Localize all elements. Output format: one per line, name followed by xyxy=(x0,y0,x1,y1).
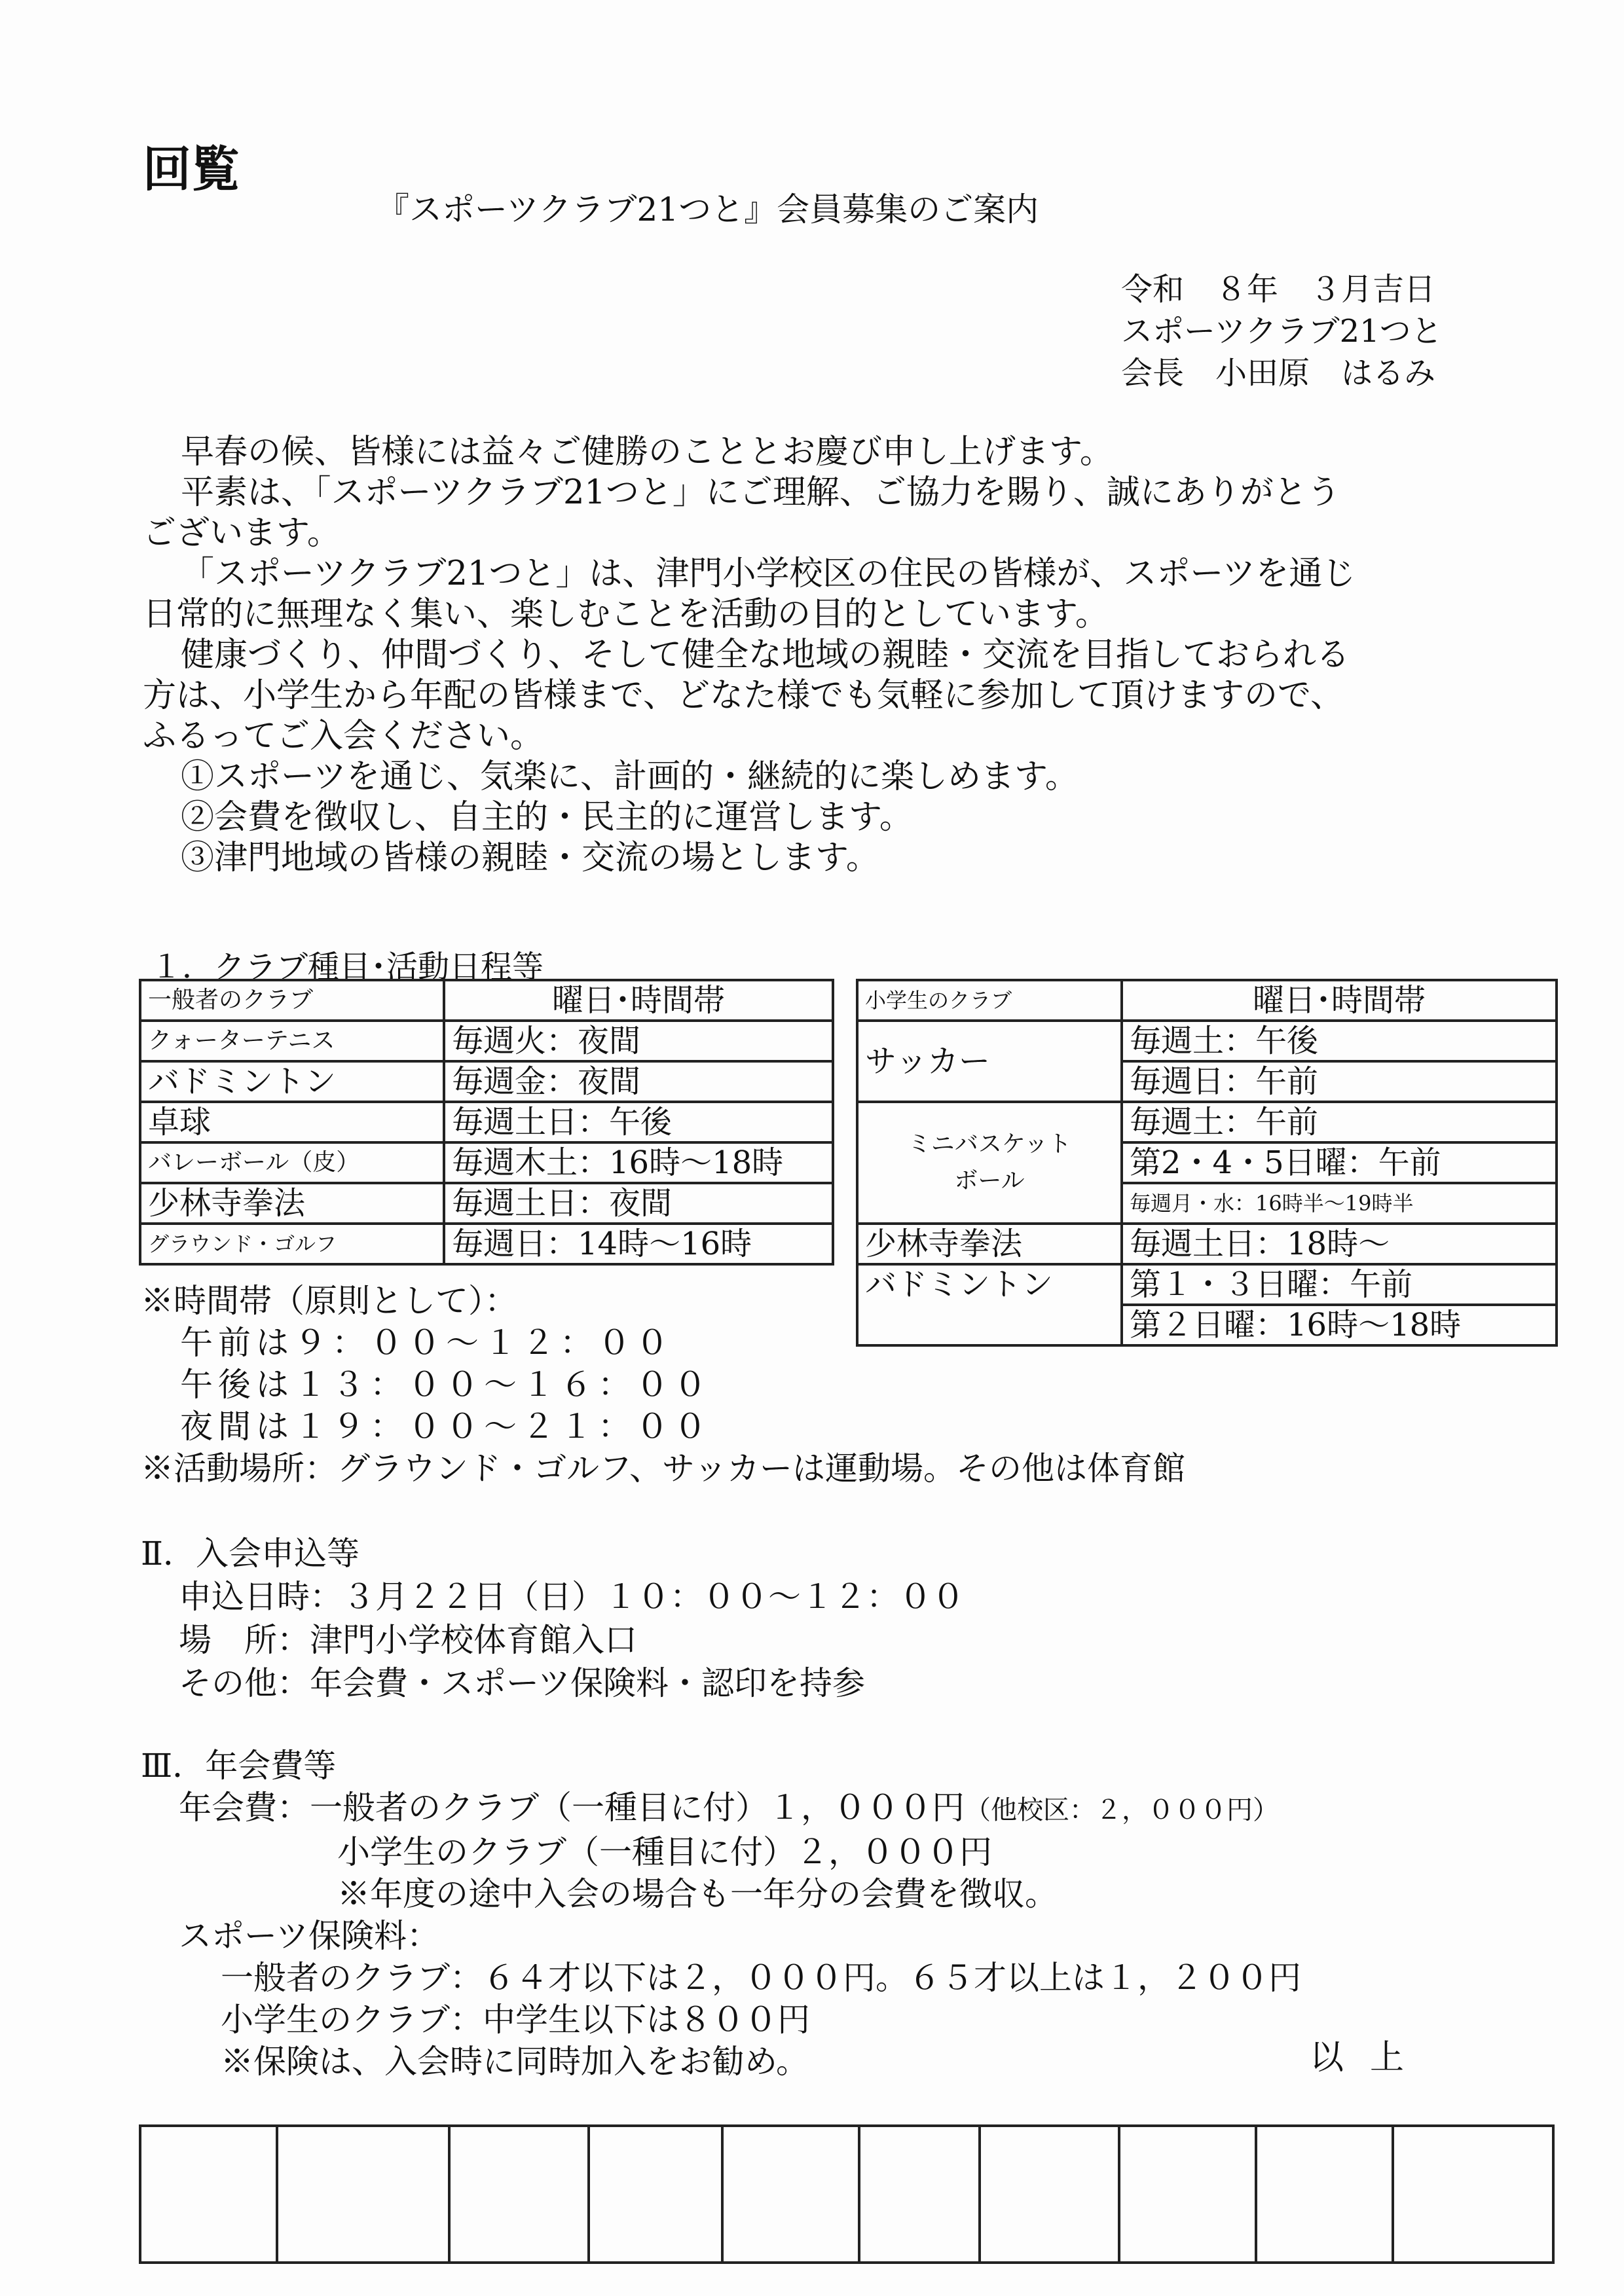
section3-heading: Ⅲ．年会費等 xyxy=(141,1747,337,1785)
table-row xyxy=(140,1061,833,1102)
activity-place: ※活動場所：グラウンド・ゴルフ、サッカーは運動場。その他は体育館 xyxy=(141,1449,1185,1487)
sender-block xyxy=(1121,268,1443,394)
adult-club-time: 毎週金：夜間 xyxy=(444,1061,833,1102)
time-notes xyxy=(141,1280,1185,1489)
insurance-note: ※保険は、入会時に同時加入をお勧め。 xyxy=(221,2043,809,2081)
stamp-box xyxy=(589,2126,722,2263)
kids-club-time: 第２日曜：16時～18時 xyxy=(1122,1305,1557,1345)
adult-club-time: 毎週土日：夜間 xyxy=(444,1183,833,1224)
table-row xyxy=(140,1224,833,1264)
intro-thanks-line1: 平素は、「スポーツクラブ21つと」にご理解、ご協力を賜り、誠にありがとう xyxy=(181,473,1340,512)
kids-club-minibasket-line1: ミニバスケット xyxy=(907,1131,1072,1157)
intro-item-3: ③津門地域の皆様の親睦・交流の場とします。 xyxy=(181,839,879,877)
intro-text xyxy=(143,432,1551,879)
adult-club-name: バレーボール（皮） xyxy=(140,1142,444,1183)
intro-item-2: ②会費を徴収し、自主的・民主的に運営します。 xyxy=(181,798,913,837)
adult-col-time-header: 曜日･時間帯 xyxy=(444,980,833,1021)
organization-name: スポーツクラブ21つと xyxy=(1121,313,1443,350)
table-row xyxy=(140,1102,833,1142)
kids-club-time: 第１・３日曜：午前 xyxy=(1122,1264,1557,1305)
stamp-box xyxy=(277,2126,449,2263)
stamp-box xyxy=(1119,2126,1256,2263)
section2-heading: Ⅱ．入会申込等 xyxy=(141,1535,360,1573)
adult-club-name: 卓球 xyxy=(140,1102,444,1142)
table-row xyxy=(140,1021,833,1061)
stamp-box xyxy=(140,2126,277,2263)
circulation-stamp-boxes xyxy=(139,2124,1555,2264)
adult-club-time: 毎週火：夜間 xyxy=(444,1021,833,1061)
fee-note: ※年度の途中入会の場合も一年分の会費を徴収。 xyxy=(337,1875,1058,1913)
table-header-row xyxy=(857,980,1557,1021)
kids-club-time: 毎週日：午前 xyxy=(1122,1061,1557,1102)
chair-name: 会長 小田原 はるみ xyxy=(1121,355,1436,392)
stamp-box xyxy=(449,2126,589,2263)
kids-club-time: 毎週月・水：16時半～19時半 xyxy=(1122,1183,1557,1224)
kids-club-minibasket xyxy=(857,1102,1122,1224)
kids-col-time-header: 曜日･時間帯 xyxy=(1122,980,1557,1021)
closing-ijou: 以上 xyxy=(1310,2038,1431,2077)
kids-club-shorinji: 少林寺拳法 xyxy=(857,1224,1122,1264)
time-am: 午前は９：００～１２：００ xyxy=(180,1324,674,1362)
time-pm: 午後は１３：００～１６：００ xyxy=(180,1366,712,1404)
kids-club-time: 毎週土：午前 xyxy=(1122,1102,1557,1142)
stamp-box xyxy=(859,2126,980,2263)
document-subject: 『スポーツクラブ21つと』会員募集のご案内 xyxy=(377,191,1039,228)
fee-adult-text: 年会費：一般者のクラブ（一種目に付）１，０００円 xyxy=(179,1789,965,1827)
adult-club-time: 毎週日：14時～16時 xyxy=(444,1224,833,1264)
intro-invite-line1: 健康づくり、仲間づくり、そして健全な地域の親睦・交流を目指しておられる xyxy=(181,636,1350,674)
intro-invite-line2: 方は、小学生から年配の皆様まで、どなた様でも気軽に参加して頂けますので、 xyxy=(143,676,1344,715)
intro-item-1: ①スポーツを通じ、気楽に、計画的・継続的に楽しめます。 xyxy=(181,757,1079,796)
application-other: その他：年会費・スポーツ保険料・認印を持参 xyxy=(179,1664,865,1702)
insurance-title: スポーツ保険料： xyxy=(179,1917,439,1955)
time-notes-title: ※時間帯（原則として）： xyxy=(141,1282,517,1320)
table-row xyxy=(140,1183,833,1224)
stamp-box xyxy=(722,2126,859,2263)
fee-kids: 小学生のクラブ（一種目に付）２，０００円 xyxy=(337,1833,992,1871)
adult-col-club-header: 一般者のクラブ xyxy=(140,980,444,1021)
application-section xyxy=(141,1532,965,1705)
adult-club-table xyxy=(139,979,834,1266)
kids-club-soccer: サッカー xyxy=(857,1021,1122,1102)
insurance-adult: 一般者のクラブ：６４才以下は２，０００円。６５才以上は１，２００円 xyxy=(221,1959,1301,1997)
kairan-heading: 回覧 xyxy=(143,141,240,198)
fees-section xyxy=(141,1745,1301,2083)
insurance-kids: 小学生のクラブ：中学生以下は８００円 xyxy=(221,2001,810,2039)
adult-club-name: グラウンド・ゴルフ xyxy=(140,1224,444,1264)
table-header-row xyxy=(140,980,833,1021)
adult-club-time: 毎週木土：16時～18時 xyxy=(444,1142,833,1183)
stamp-box xyxy=(1393,2126,1553,2263)
kids-club-minibasket-line2: ボール xyxy=(954,1167,1025,1194)
kids-club-time: 毎週土日：18時～ xyxy=(1122,1224,1557,1264)
table-row xyxy=(857,1102,1557,1142)
stamp-box xyxy=(1256,2126,1393,2263)
application-datetime: 申込日時：３月２２日（日）１０：００～１２：００ xyxy=(179,1578,965,1616)
fee-adult-other-district: （他校区：２，０００円） xyxy=(965,1795,1279,1825)
kids-club-time: 第2・4・5日曜：午前 xyxy=(1122,1142,1557,1183)
stamp-row xyxy=(140,2126,1553,2263)
table-row xyxy=(857,1224,1557,1264)
intro-purpose-line2: 日常的に無理なく集い、楽しむことを活動の目的としています。 xyxy=(143,595,1109,634)
adult-club-name: 少林寺拳法 xyxy=(140,1183,444,1224)
table-row xyxy=(140,1142,833,1183)
application-place: 場 所：津門小学校体育館入口 xyxy=(179,1621,637,1659)
adult-club-time: 毎週土日：午後 xyxy=(444,1102,833,1142)
intro-greeting: 早春の候、皆様には益々ご健勝のこととお慶び申し上げます。 xyxy=(181,433,1113,471)
intro-thanks-line2: ございます。 xyxy=(143,514,341,553)
intro-purpose-line1: 「スポーツクラブ21つと」は、津門小学校区の住民の皆様が、スポーツを通じ xyxy=(181,555,1356,593)
adult-club-name: クォーターテニス xyxy=(140,1021,444,1061)
issue-date: 令和 ８年 ３月吉日 xyxy=(1121,271,1436,308)
intro-invite-line3: ふるってご入会ください。 xyxy=(143,717,544,756)
kids-col-club-header: 小学生のクラブ xyxy=(857,980,1122,1021)
section1-heading: １．クラブ種目･活動日程等 xyxy=(151,949,544,985)
adult-club-name: バドミントン xyxy=(140,1061,444,1102)
time-night: 夜間は１９：００～２１：００ xyxy=(180,1408,712,1446)
kids-club-time: 毎週土：午後 xyxy=(1122,1021,1557,1061)
table-row xyxy=(857,1021,1557,1061)
fee-adult xyxy=(141,1787,1301,1831)
stamp-box xyxy=(980,2126,1120,2263)
kids-club-badminton: バドミントン xyxy=(857,1264,1122,1345)
